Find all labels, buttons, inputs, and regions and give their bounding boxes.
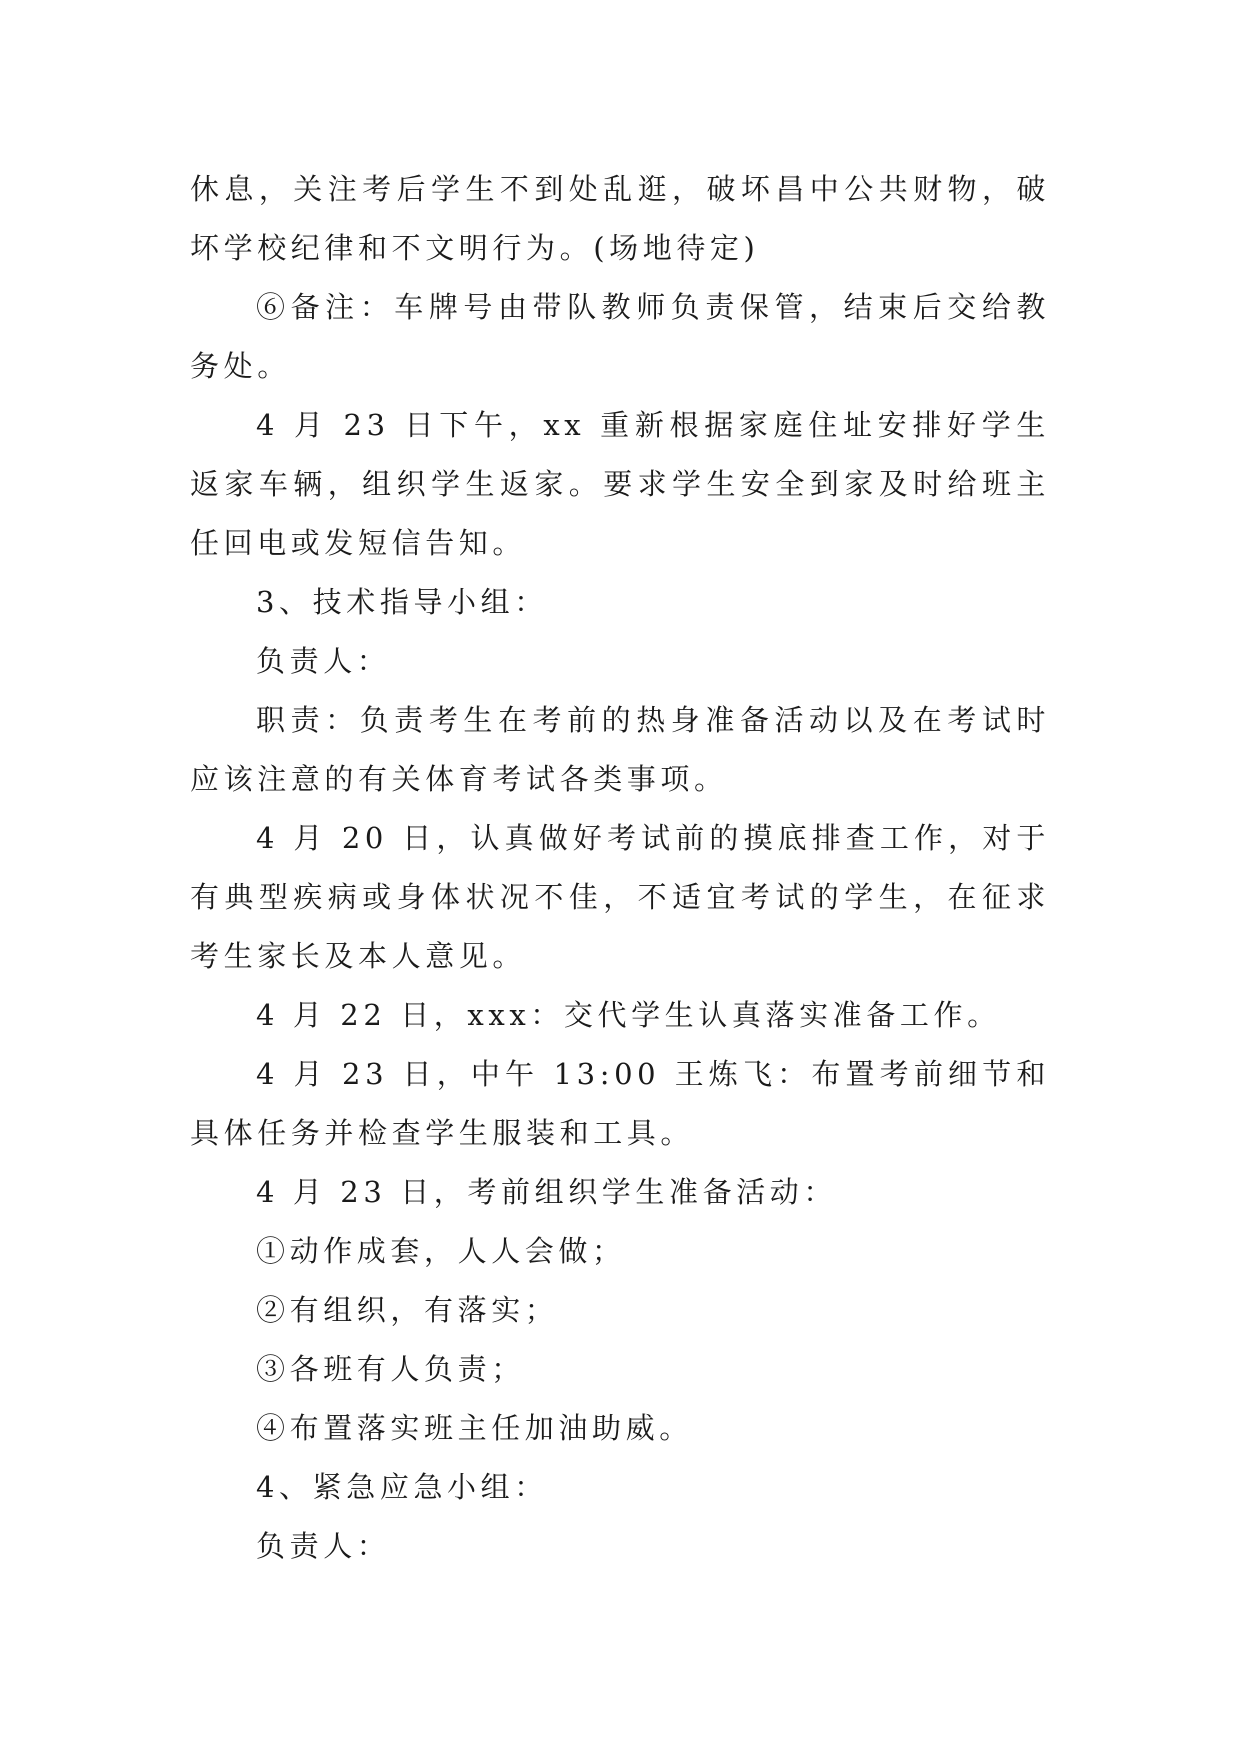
paragraph-april-23-return-home: 4 月 23 日下午，xx 重新根据家庭住址安排好学生返家车辆，组织学生返家。要求学生安全到家及时给班主任回电或发短信告知。 [190,408,1050,560]
list-item-1: ①动作成套，人人会做； [256,1234,626,1268]
paragraph-april-20: 4 月 20 日，认真做好考试前的摸底排查工作，对于有典型疾病或身体状况不佳，不适宜考试的学生，在征求考生家长及本人意见。 [190,821,1050,973]
paragraph-responsibilities: 职责：负责考生在考前的热身准备活动以及在考试时应该注意的有关体育考试各类事项。 [190,703,1050,796]
paragraph-note-license-plate: ⑥备注：车牌号由带队教师负责保管，结束后交给教务处。 [190,290,1050,383]
list-item-4: ④布置落实班主任加油助威。 [256,1411,693,1445]
heading-technical-guidance-group: 3、技术指导小组： [256,585,548,619]
paragraph-person-in-charge: 负责人： [256,644,391,678]
paragraph-april-23-noon: 4 月 23 日，中午 13:00 王炼飞：布置考前细节和具体任务并检查学生服装和工具。 [190,1057,1050,1150]
document-body [190,160,1050,1576]
list-item-3: ③各班有人负责； [256,1352,525,1386]
paragraph-april-23-warmup: 4 月 23 日，考前组织学生准备活动： [256,1175,838,1209]
paragraph-continued-rest: 休息，关注考后学生不到处乱逛，破坏昌中公共财物，破坏学校纪律和不文明行为。(场地待定) [190,172,1050,265]
list-item-2: ②有组织，有落实； [256,1293,559,1327]
heading-emergency-group: 4、紧急应急小组： [256,1470,548,1504]
paragraph-april-22: 4 月 22 日，xxx：交代学生认真落实准备工作。 [256,998,1001,1032]
paragraph-person-in-charge-2: 负责人： [256,1529,391,1563]
